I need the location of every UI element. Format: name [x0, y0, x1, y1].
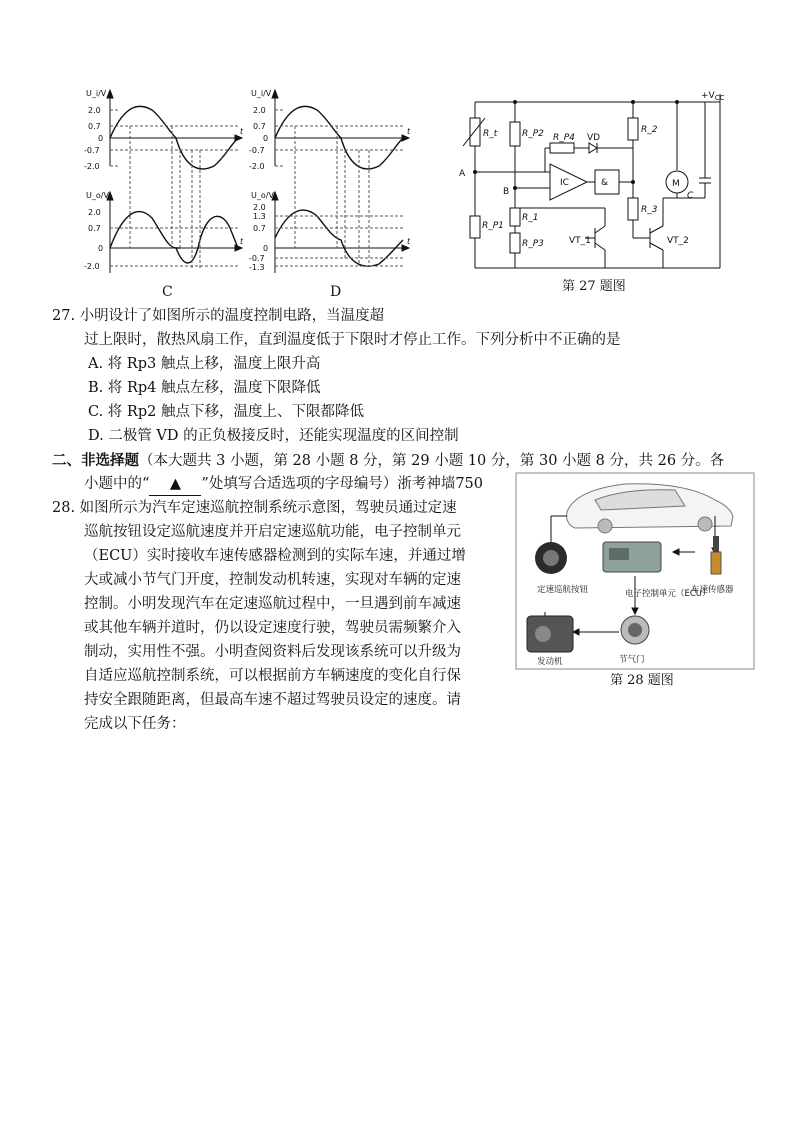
- wave-d-top-axis-label: U_i/V: [251, 89, 272, 98]
- axis-t-label: t: [407, 237, 411, 246]
- waveform-d-caption: D: [330, 284, 342, 300]
- waveform-d-labels: [249, 89, 411, 272]
- cruise-control-figure: [515, 472, 755, 670]
- q28-line1: [52, 498, 457, 519]
- tick-label: -2.0: [84, 162, 100, 171]
- axis-t-label: t: [407, 127, 411, 136]
- axis-t-label: t: [240, 127, 244, 136]
- ecu-label: 电子控制单元（ECU）: [625, 589, 711, 599]
- tick-label: -1.3: [249, 263, 265, 272]
- q28-line: 制动，实用性不强。小明查阅资料后发现该系统可以升级为: [84, 644, 461, 660]
- circuit-diagram-q27: [455, 88, 725, 278]
- tick-label: -2.0: [249, 162, 265, 171]
- throttle-icon: [621, 616, 649, 644]
- engine-icon: [527, 616, 573, 652]
- vcc-label: $+V_{CC}$: [701, 91, 725, 102]
- waveform-c-caption: C: [162, 284, 173, 300]
- section2-desc: （本大题共 3 小题，第 28 小题 8 分，第 29 小题 10 分，第 30 小题 8 分，共 26 分。各: [139, 453, 725, 469]
- vt1-label: VT_1: [569, 236, 591, 246]
- section2-desc-part: 小题中的“: [84, 476, 150, 492]
- axis-t-label: t: [240, 237, 244, 246]
- tick-label: 2.0: [253, 106, 266, 115]
- tick-label: 2.0: [88, 106, 101, 115]
- tick-label: 1.3: [253, 212, 266, 221]
- waveform-figure-d: [245, 88, 420, 298]
- cruise-button-icon: [535, 542, 567, 574]
- q28-number: 28.: [52, 500, 76, 516]
- q28-figure-caption: 第 28 题图: [610, 673, 674, 688]
- tick-label: -0.7: [249, 254, 265, 263]
- q28-line: 或其他车辆并道时，仍以设定速度行驶，驾驶员需频繁介入: [84, 620, 461, 636]
- throttle-label: 节气门: [619, 655, 645, 665]
- tick-label: -2.0: [84, 262, 100, 271]
- r3-label: R_3: [641, 205, 658, 215]
- q28-line: 完成以下任务：: [84, 716, 186, 732]
- q27-number: 27.: [52, 308, 76, 324]
- rp1-label: R_P1: [482, 221, 504, 231]
- wave-d-bottom-axis-label: U_o/V: [251, 191, 274, 200]
- vt2-label: VT_2: [667, 236, 689, 246]
- ic-label: IC: [560, 178, 569, 188]
- tick-label: 0: [263, 134, 269, 143]
- circuit-caption: 第 27 题图: [562, 279, 626, 294]
- waveform-c-labels: [84, 89, 244, 271]
- vd-label: VD: [587, 133, 601, 143]
- wave-c-bottom-axis-label: U_o/V: [86, 191, 109, 200]
- answer-blank: ▲: [149, 474, 201, 496]
- section2-desc-part: ”处填写合适选项的字母编号）浙考神墙750: [201, 476, 484, 492]
- section2-line2: [84, 474, 483, 496]
- q28-line: 大或减小节气门开度，控制发动机转速，实现对车辆的定速: [84, 572, 461, 588]
- section2-line1: [52, 450, 724, 472]
- engine-label: 发动机: [537, 657, 563, 667]
- tick-label: 0: [98, 244, 104, 253]
- rp3-label: R_P3: [522, 239, 544, 249]
- tick-label: 0: [98, 134, 104, 143]
- q28-line: 自适应巡航控制系统，可以根据前方车辆速度的变化自行保: [84, 668, 461, 684]
- r1-label: R_1: [522, 213, 539, 223]
- q28-line: （ECU）实时接收车速传感器检测到的实际车速，并通过增: [84, 548, 466, 564]
- q28-line: 巡航按钮设定巡航速度并开启定速巡航功能，电子控制单元: [84, 524, 461, 540]
- q27-stem-line1: [52, 306, 384, 327]
- waveform-figure-c: [80, 88, 250, 298]
- ecu-module-icon: [603, 542, 661, 572]
- wave-c-top-axis-label: U_i/V: [86, 89, 107, 98]
- q27-stem-line2: 过上限时，散热风扇工作，直到温度低于下限时才停止工作。下列分析中不正确的是: [84, 332, 621, 348]
- rp2-label: R_P2: [522, 129, 544, 139]
- r2-label: R_2: [641, 125, 658, 135]
- rt-label: R_t: [483, 129, 498, 139]
- speed-sensor-label: 车速传感器: [691, 585, 734, 595]
- tick-label: 0: [263, 244, 269, 253]
- q27-option-c: C. 将 Rp2 触点下移，温度上、下限都降低: [88, 404, 364, 420]
- q27-option-d: D. 二极管 VD 的正负极接反时，还能实现温度的区间控制: [88, 428, 459, 444]
- q27-option-b: B. 将 Rp4 触点左移，温度下限降低: [88, 380, 321, 396]
- rp4-label: R_P4: [553, 133, 575, 143]
- tick-label: 0.7: [253, 224, 266, 233]
- tick-label: 2.0: [253, 203, 266, 212]
- section2-heading: 二、非选择题: [52, 452, 139, 469]
- q28-line: 持安全跟随距离，但最高车速不超过驾驶员设定的速度。请: [84, 692, 461, 708]
- q27-stem-text: 小明设计了如图所示的温度控制电路，当温度超: [79, 308, 385, 324]
- tick-label: 0.7: [253, 122, 266, 131]
- q28-line: 控制。小明发现汽车在定速巡航过程中，一旦遇到前车减速: [84, 596, 461, 612]
- node-a-label: A: [459, 169, 466, 179]
- tick-label: -0.7: [84, 146, 100, 155]
- tick-label: 2.0: [88, 208, 101, 217]
- and-gate-label: &: [601, 178, 609, 188]
- node-b-label: B: [503, 187, 510, 197]
- cap-label: C: [687, 191, 694, 201]
- tick-label: -0.7: [249, 146, 265, 155]
- tick-label: 0.7: [88, 122, 101, 131]
- cruise-button-label: 定速巡航按钮: [537, 585, 589, 595]
- q27-option-a: A. 将 Rp3 触点上移，温度上限升高: [88, 356, 321, 372]
- tick-label: 0.7: [88, 224, 101, 233]
- q28-text: 如图所示为汽车定速巡航控制系统示意图，驾驶员通过定速: [79, 500, 457, 516]
- motor-label: M: [672, 179, 680, 189]
